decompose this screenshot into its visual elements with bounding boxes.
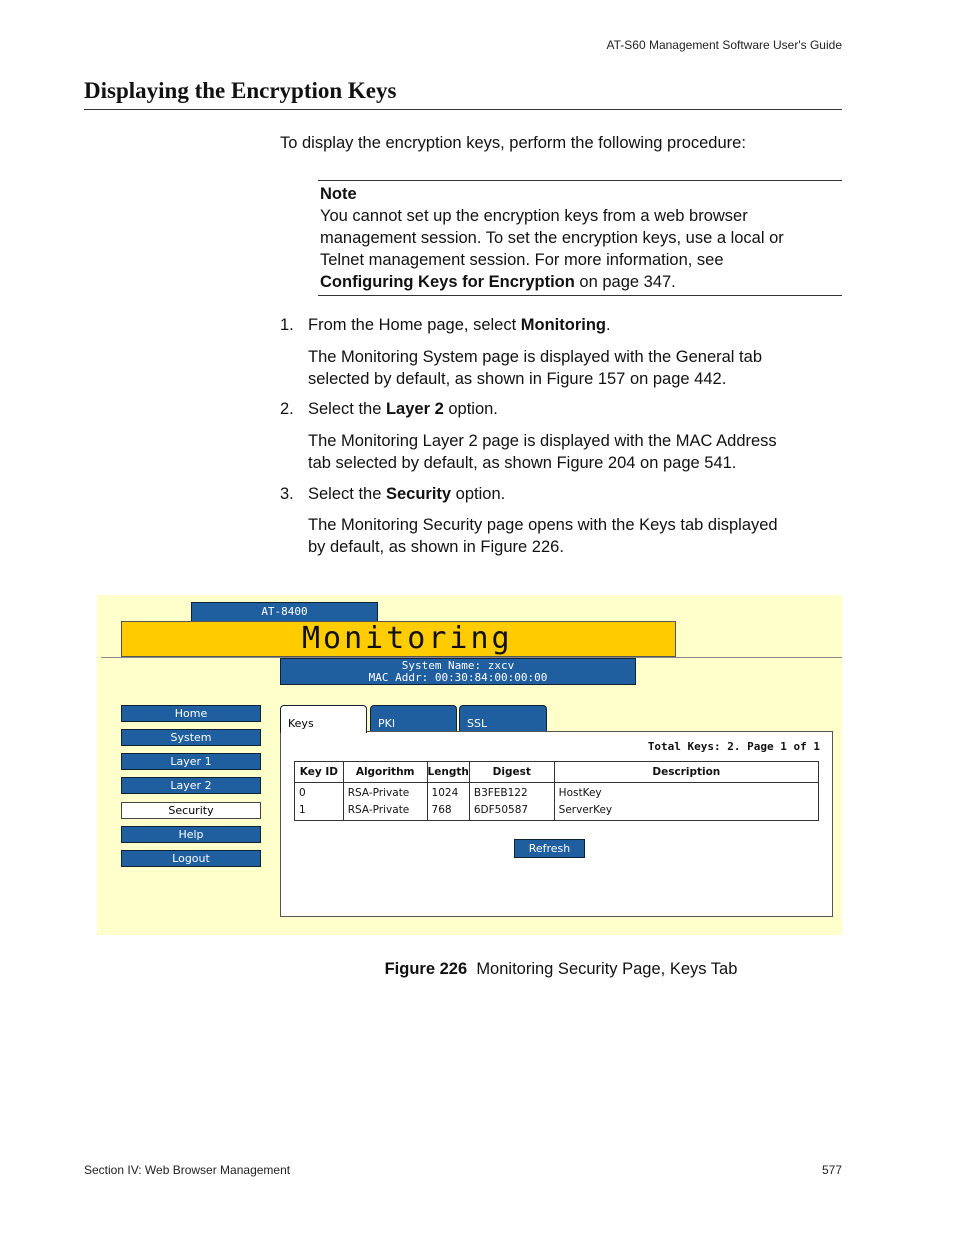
column-header: Digest: [469, 762, 554, 783]
note-box: [318, 180, 842, 296]
note-line: You cannot set up the encryption keys from a web browser: [320, 207, 748, 225]
table-row: [295, 802, 819, 821]
table-cell: RSA-Private: [343, 783, 427, 802]
column-header: Key ID: [295, 762, 344, 783]
table-cell: 1: [295, 802, 344, 821]
nav-layer2-button[interactable]: Layer 2: [121, 777, 261, 794]
note-line: [320, 271, 842, 293]
keys-panel: [280, 731, 833, 917]
step-number: 3.: [280, 485, 294, 503]
figure-title: Monitoring Security Page, Keys Tab: [476, 960, 738, 978]
table-cell: 1024: [427, 783, 469, 802]
system-name: System Name: zxcv: [401, 659, 515, 672]
page-number: 577: [821, 1163, 842, 1177]
section-title: Displaying the Encryption Keys: [84, 78, 397, 103]
title-rule: [84, 109, 842, 110]
column-header: Length: [427, 762, 469, 783]
table-cell: 0: [295, 783, 344, 802]
step-number: 2.: [280, 400, 294, 418]
table-cell: B3FEB122: [469, 783, 554, 802]
nav-layer1-button[interactable]: Layer 1: [121, 753, 261, 770]
step-instruction: Select the Security option.: [308, 485, 506, 503]
nav-help-button[interactable]: Help: [121, 826, 261, 843]
figure-caption: [0, 960, 954, 979]
running-header: AT-S60 Management Software User's Guide: [606, 38, 842, 52]
note-link[interactable]: Configuring Keys for Encryption: [320, 273, 575, 291]
model-bar: AT-8400: [191, 602, 378, 622]
table-row: [295, 783, 819, 802]
step-number: 1.: [280, 316, 294, 334]
figure-label: Figure 226: [384, 960, 468, 978]
footer-section: Section IV: Web Browser Management: [84, 1163, 291, 1177]
table-cell: ServerKey: [554, 802, 818, 821]
nav-security-button[interactable]: Security: [121, 802, 261, 819]
note-title: Note: [320, 185, 357, 203]
refresh-button[interactable]: Refresh: [514, 839, 585, 858]
step-result: The Monitoring System page is displayed with the General tab selected by default, as shown in Figure 157 on page 442.: [308, 348, 762, 388]
tab-ssl[interactable]: SSL: [459, 705, 547, 732]
table-cell: RSA-Private: [343, 802, 427, 821]
nav-system-button[interactable]: System: [121, 729, 261, 746]
note-line: management session. To set the encryption keys, use a local or: [320, 229, 784, 247]
tab-keys[interactable]: Keys: [280, 705, 367, 733]
step-instruction: Select the Layer 2 option.: [308, 400, 498, 418]
total-keys-label: Total Keys: 2. Page 1 of 1: [647, 740, 820, 753]
intro-paragraph: To display the encryption keys, perform the following procedure:: [280, 134, 746, 152]
mac-address: MAC Addr: 00:30:84:00:00:00: [368, 671, 548, 684]
note-line: Telnet management session. For more information, see: [320, 251, 724, 269]
step-result: The Monitoring Layer 2 page is displayed with the MAC Address tab selected by default, as shown Figure 204 on page 541.: [308, 432, 777, 472]
tab-pki[interactable]: PKI: [370, 705, 457, 732]
note-body: [320, 205, 842, 293]
table-cell: 768: [427, 802, 469, 821]
column-header: Description: [554, 762, 818, 783]
nav-home-button[interactable]: Home: [121, 705, 261, 722]
column-header: Algorithm: [343, 762, 427, 783]
table-cell: 6DF50587: [469, 802, 554, 821]
nav-logout-button[interactable]: Logout: [121, 850, 261, 867]
system-info-bar: [280, 658, 636, 685]
keys-table: [294, 761, 819, 821]
note-page-ref: on page 347.: [574, 273, 676, 291]
step-result: The Monitoring Security page opens with the Keys tab displayed by default, as shown in Figure 226.: [308, 516, 778, 556]
page-banner: Monitoring: [121, 621, 676, 657]
step-instruction: From the Home page, select Monitoring.: [308, 316, 611, 334]
monitoring-screenshot: [97, 595, 842, 935]
table-cell: HostKey: [554, 783, 818, 802]
